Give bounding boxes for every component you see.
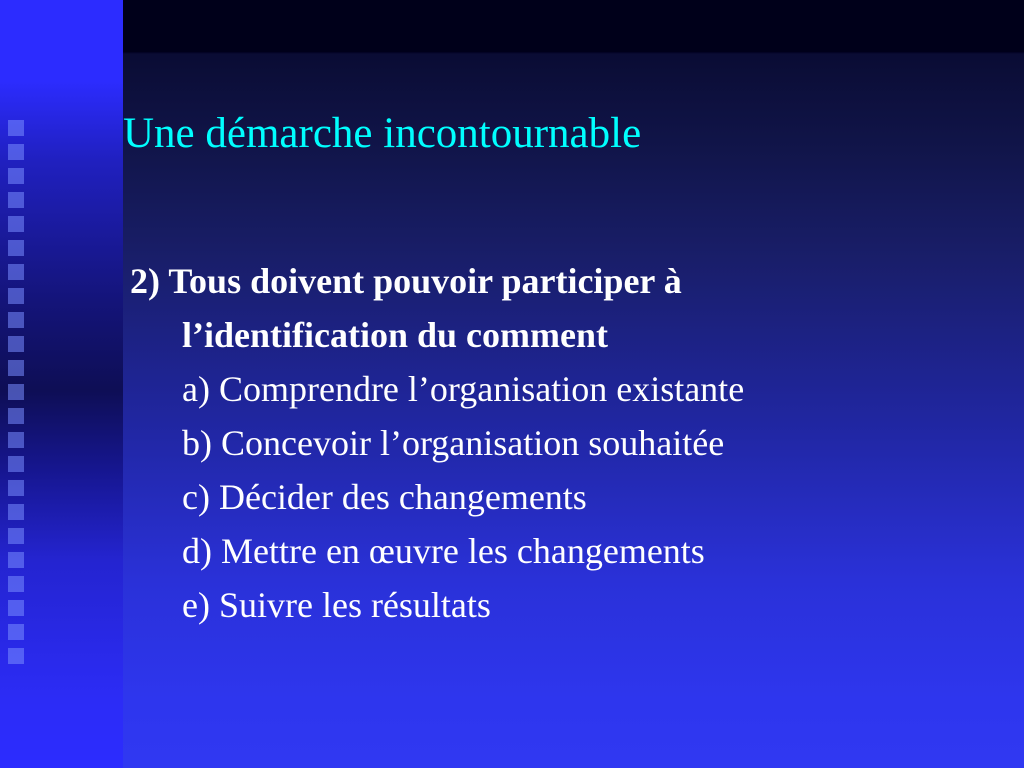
- decorative-square: [8, 240, 24, 256]
- decorative-square: [8, 600, 24, 616]
- decorative-square: [8, 192, 24, 208]
- decorative-square: [8, 528, 24, 544]
- slide-title: Une démarche incontournable: [123, 110, 642, 157]
- subpoint-item: e) Suivre les résultats: [182, 585, 491, 625]
- decorative-square: [8, 480, 24, 496]
- subpoint-item: b) Concevoir l’organisation souhaitée: [182, 423, 725, 463]
- decorative-square: [8, 216, 24, 232]
- main-point-line-2: l’identification du comment: [182, 315, 608, 355]
- subpoint-list: [130, 362, 1010, 632]
- decorative-square: [8, 336, 24, 352]
- decorative-square: [8, 432, 24, 448]
- decorative-square: [8, 408, 24, 424]
- decorative-square-column: [8, 120, 28, 680]
- subpoint-item: a) Comprendre l’organisation existante: [182, 369, 745, 409]
- decorative-square: [8, 144, 24, 160]
- main-point: [130, 254, 1010, 362]
- slide-body: [130, 254, 1010, 632]
- decorative-left-strip: [0, 0, 123, 768]
- decorative-square: [8, 312, 24, 328]
- subpoint-item: d) Mettre en œuvre les changements: [182, 531, 705, 571]
- main-point-line-1: 2) Tous doivent pouvoir participer à: [130, 261, 682, 301]
- decorative-square: [8, 168, 24, 184]
- decorative-square: [8, 576, 24, 592]
- decorative-square: [8, 288, 24, 304]
- decorative-square: [8, 648, 24, 664]
- decorative-square: [8, 456, 24, 472]
- decorative-square: [8, 624, 24, 640]
- decorative-square: [8, 552, 24, 568]
- decorative-top-band: [123, 0, 1024, 52]
- decorative-square: [8, 264, 24, 280]
- decorative-square: [8, 120, 24, 136]
- decorative-square: [8, 384, 24, 400]
- decorative-square: [8, 360, 24, 376]
- subpoint-item: c) Décider des changements: [182, 477, 587, 517]
- decorative-square: [8, 504, 24, 520]
